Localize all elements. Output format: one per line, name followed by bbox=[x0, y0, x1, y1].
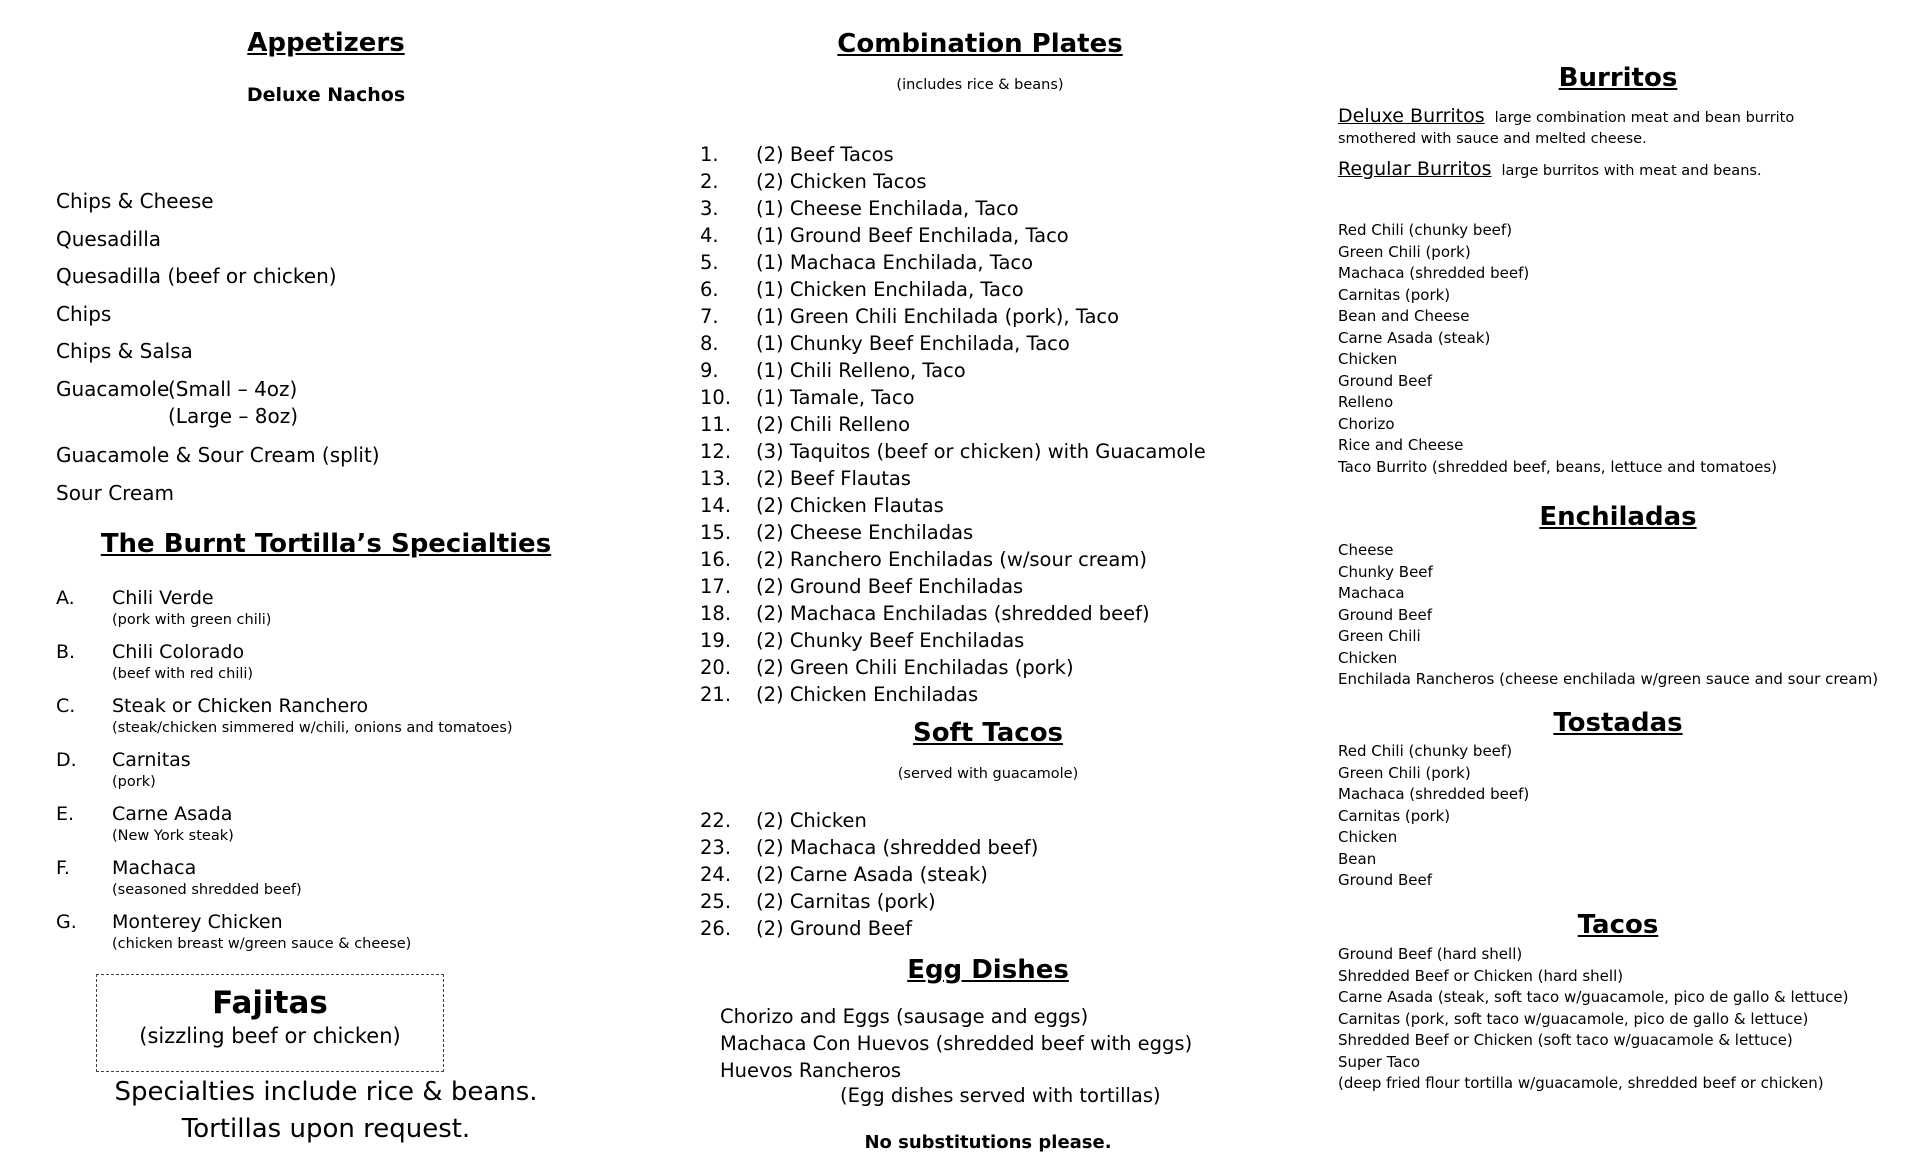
item-number: 11. bbox=[700, 413, 732, 436]
item-text: (1) Machaca Enchilada, Taco bbox=[756, 251, 1034, 274]
item-number: 6. bbox=[700, 278, 719, 301]
item-number: 8. bbox=[700, 332, 719, 355]
deluxe-burritos-name: Deluxe Burritos bbox=[1338, 105, 1485, 127]
item-number: 18. bbox=[700, 602, 732, 625]
enchiladas-heading: Enchiladas bbox=[1539, 502, 1697, 532]
appetizer-list bbox=[56, 183, 556, 371]
item-text: (2) Ground Beef bbox=[756, 917, 912, 940]
item-text: (2) Carne Asada (steak) bbox=[756, 863, 988, 886]
list-item: Chicken bbox=[1338, 828, 1398, 846]
list-item: Chunky Beef bbox=[1338, 562, 1433, 581]
item-desc: (New York steak) bbox=[112, 828, 234, 844]
item-text: (2) Carnitas (pork) bbox=[756, 890, 936, 913]
item-number: 23. bbox=[700, 836, 732, 859]
item-letter: E. bbox=[56, 803, 75, 825]
list-item bbox=[700, 195, 1260, 222]
list-item: Chips bbox=[56, 301, 112, 326]
list-item: Machaca Con Huevos (shredded beef with eggs) bbox=[720, 1032, 1193, 1055]
list-item: Cheese bbox=[1338, 541, 1394, 559]
combination-list bbox=[700, 141, 1260, 708]
item-number: 13. bbox=[700, 467, 732, 490]
item-text: (2) Chicken Flautas bbox=[756, 494, 944, 517]
item-text: (1) Chicken Enchilada, Taco bbox=[756, 278, 1024, 301]
egg-dishes-heading: Egg Dishes bbox=[907, 955, 1069, 985]
combination-heading: Combination Plates bbox=[837, 29, 1123, 59]
item-text: (2) Beef Flautas bbox=[756, 467, 911, 490]
item-name: Steak or Chicken Ranchero bbox=[112, 695, 369, 717]
list-item bbox=[700, 915, 1260, 942]
item-desc: (steak/chicken simmered w/chili, onions and tomatoes) bbox=[112, 720, 513, 736]
regular-burritos-name: Regular Burritos bbox=[1338, 158, 1492, 180]
list-item bbox=[700, 465, 1260, 492]
item-text: (2) Machaca Enchiladas (shredded beef) bbox=[756, 602, 1150, 625]
list-item bbox=[700, 249, 1260, 276]
item-text: (2) Beef Tacos bbox=[756, 143, 894, 166]
specialty-note-line2: Tortillas upon request. bbox=[181, 1114, 471, 1144]
list-item bbox=[56, 640, 596, 685]
list-item bbox=[56, 586, 596, 631]
list-item bbox=[700, 627, 1260, 654]
item-number: 2. bbox=[700, 170, 719, 193]
no-substitutions: No substitutions please. bbox=[864, 1132, 1112, 1153]
item-letter: B. bbox=[56, 641, 76, 663]
fajitas-box bbox=[96, 974, 444, 1072]
list-item: Quesadilla bbox=[56, 226, 162, 251]
list-item: Ground Beef bbox=[1338, 371, 1432, 390]
item-number: 17. bbox=[700, 575, 732, 598]
item-letter: G. bbox=[56, 911, 77, 933]
item-text: (2) Ranchero Enchiladas (w/sour cream) bbox=[756, 548, 1147, 571]
list-item: Chorizo and Eggs (sausage and eggs) bbox=[720, 1005, 1089, 1028]
list-item: Chips & Salsa bbox=[56, 339, 193, 363]
item-text: (3) Taquitos (beef or chicken) with Guacamole bbox=[756, 440, 1206, 463]
list-item: Huevos Rancheros bbox=[720, 1059, 902, 1082]
list-item: Ground Beef bbox=[1338, 871, 1432, 889]
egg-dishes-list bbox=[720, 1003, 1260, 1084]
list-item: Chicken bbox=[1338, 648, 1398, 667]
item-name: Chili Colorado bbox=[112, 641, 245, 663]
appetizers-heading: Appetizers bbox=[247, 28, 405, 58]
list-item: Shredded Beef or Chicken (hard shell) bbox=[1338, 966, 1624, 985]
item-desc: (seasoned shredded beef) bbox=[112, 882, 302, 898]
item-desc: (pork with green chili) bbox=[112, 612, 272, 628]
item-number: 10. bbox=[700, 386, 732, 409]
list-item bbox=[700, 807, 1260, 834]
item-number: 12. bbox=[700, 440, 732, 463]
item-text: (2) Chunky Beef Enchiladas bbox=[756, 629, 1025, 652]
item-number: 4. bbox=[700, 224, 719, 247]
item-number: 7. bbox=[700, 305, 719, 328]
regular-burritos-desc: large burritos with meat and beans. bbox=[1501, 163, 1762, 179]
list-item: Chips & Cheese bbox=[56, 189, 214, 213]
burritos-list bbox=[1338, 220, 1898, 478]
list-item: Green Chili bbox=[1338, 627, 1421, 645]
list-item bbox=[700, 834, 1260, 861]
item-text: (2) Chicken bbox=[756, 809, 867, 832]
item-text: (1) Tamale, Taco bbox=[756, 386, 915, 409]
list-item: Carnitas (pork) bbox=[1338, 806, 1451, 825]
list-item bbox=[700, 573, 1260, 600]
item-letter: F. bbox=[56, 857, 70, 879]
item-number: 19. bbox=[700, 629, 732, 652]
list-item bbox=[700, 303, 1260, 330]
list-item: Chorizo bbox=[1338, 414, 1395, 433]
combination-note: (includes rice & beans) bbox=[896, 77, 1064, 93]
list-item bbox=[700, 222, 1260, 249]
soft-tacos-note: (served with guacamole) bbox=[897, 766, 1079, 782]
list-item bbox=[56, 694, 596, 739]
list-item: Rice and Cheese bbox=[1338, 436, 1464, 454]
appetizer-list-2 bbox=[56, 437, 556, 512]
list-item: Green Chili (pork) bbox=[1338, 242, 1471, 261]
item-number: 9. bbox=[700, 359, 719, 382]
item-letter: A. bbox=[56, 587, 75, 609]
item-name: Carne Asada bbox=[112, 803, 233, 825]
fajitas-title: Fajitas bbox=[212, 985, 328, 1021]
item-number: 25. bbox=[700, 890, 732, 913]
deluxe-burritos-desc: large combination meat and bean burrito smothered with sauce and melted cheese. bbox=[1338, 110, 1795, 147]
list-item: Carne Asada (steak) bbox=[1338, 328, 1491, 347]
list-item bbox=[700, 438, 1260, 465]
list-item bbox=[700, 681, 1260, 708]
list-item: Red Chili (chunky beef) bbox=[1338, 742, 1513, 760]
item-name: Monterey Chicken bbox=[112, 911, 283, 933]
list-item: Guacamole & Sour Cream (split) bbox=[56, 443, 380, 467]
list-item: Red Chili (chunky beef) bbox=[1338, 221, 1513, 239]
guacamole-small: (Small – 4oz) bbox=[168, 377, 298, 401]
list-item bbox=[56, 748, 596, 793]
item-name: Machaca bbox=[112, 857, 197, 879]
item-number: 26. bbox=[700, 917, 732, 940]
list-item bbox=[700, 654, 1260, 681]
item-text: (2) Cheese Enchiladas bbox=[756, 521, 974, 544]
list-item: Ground Beef bbox=[1338, 605, 1432, 624]
list-item: Carnitas (pork, soft taco w/guacamole, pico de gallo & lettuce) bbox=[1338, 1009, 1809, 1028]
tostadas-list bbox=[1338, 741, 1898, 892]
list-item bbox=[700, 492, 1260, 519]
item-name: Carnitas bbox=[112, 749, 191, 771]
tacos-heading: Tacos bbox=[1577, 910, 1659, 940]
fajitas-subtitle: (sizzling beef or chicken) bbox=[139, 1024, 401, 1048]
guacamole-name: Guacamole bbox=[56, 377, 170, 401]
guacamole-item bbox=[56, 376, 298, 430]
item-text: (1) Cheese Enchilada, Taco bbox=[756, 197, 1019, 220]
burritos-heading: Burritos bbox=[1558, 63, 1678, 93]
list-item: Machaca (shredded beef) bbox=[1338, 785, 1530, 803]
item-text: (1) Chunky Beef Enchilada, Taco bbox=[756, 332, 1070, 355]
item-number: 15. bbox=[700, 521, 732, 544]
regular-burritos bbox=[1338, 159, 1873, 182]
list-item: Bean and Cheese bbox=[1338, 307, 1470, 325]
item-number: 16. bbox=[700, 548, 732, 571]
list-item bbox=[56, 910, 596, 955]
list-item: Machaca bbox=[1338, 584, 1405, 602]
item-number: 1. bbox=[700, 143, 719, 166]
list-item: Relleno bbox=[1338, 393, 1394, 411]
item-text: (1) Ground Beef Enchilada, Taco bbox=[756, 224, 1069, 247]
item-desc: (chicken breast w/green sauce & cheese) bbox=[112, 936, 412, 952]
item-text: (2) Green Chili Enchiladas (pork) bbox=[756, 656, 1074, 679]
egg-dishes-note: (Egg dishes served with tortillas) bbox=[840, 1084, 1161, 1107]
list-item bbox=[700, 519, 1260, 546]
list-item: Super Taco bbox=[1338, 1052, 1421, 1071]
item-number: 5. bbox=[700, 251, 719, 274]
list-item bbox=[700, 330, 1260, 357]
deluxe-nachos: Deluxe Nachos bbox=[246, 84, 406, 106]
list-item: Quesadilla (beef or chicken) bbox=[56, 264, 337, 288]
item-number: 22. bbox=[700, 809, 732, 832]
list-item bbox=[700, 546, 1260, 573]
list-item: Ground Beef (hard shell) bbox=[1338, 945, 1523, 963]
list-item bbox=[700, 861, 1260, 888]
list-item: Carne Asada (steak, soft taco w/guacamole, pico de gallo & lettuce) bbox=[1338, 988, 1849, 1006]
soft-tacos-list bbox=[700, 807, 1260, 942]
list-item: Taco Burrito (shredded beef, beans, lettuce and tomatoes) bbox=[1338, 457, 1778, 476]
list-item bbox=[56, 856, 596, 901]
item-name: Chili Verde bbox=[112, 587, 214, 609]
list-item: Bean bbox=[1338, 849, 1377, 868]
list-item bbox=[700, 168, 1260, 195]
list-item: Shredded Beef or Chicken (soft taco w/guacamole & lettuce) bbox=[1338, 1031, 1793, 1049]
list-item bbox=[56, 802, 596, 847]
specialties-heading: The Burnt Tortilla’s Specialties bbox=[100, 529, 552, 559]
list-item bbox=[700, 141, 1260, 168]
item-text: (2) Chicken Enchiladas bbox=[756, 683, 979, 706]
item-number: 24. bbox=[700, 863, 732, 886]
item-number: 3. bbox=[700, 197, 719, 220]
item-text: (1) Green Chili Enchilada (pork), Taco bbox=[756, 305, 1120, 328]
guacamole-large: (Large – 8oz) bbox=[168, 404, 299, 428]
item-letter: D. bbox=[56, 749, 77, 771]
item-number: 21. bbox=[700, 683, 732, 706]
list-item: Green Chili (pork) bbox=[1338, 763, 1471, 782]
item-number: 20. bbox=[700, 656, 732, 679]
item-text: (1) Chili Relleno, Taco bbox=[756, 359, 966, 382]
item-text: (2) Chili Relleno bbox=[756, 413, 911, 436]
list-item: Chicken bbox=[1338, 350, 1398, 368]
list-item bbox=[700, 357, 1260, 384]
specialties-list bbox=[56, 586, 596, 964]
enchiladas-list bbox=[1338, 540, 1898, 691]
item-desc: (pork) bbox=[112, 774, 156, 790]
list-item: Machaca (shredded beef) bbox=[1338, 264, 1530, 282]
list-item bbox=[700, 411, 1260, 438]
list-item bbox=[700, 888, 1260, 915]
item-number: 14. bbox=[700, 494, 732, 517]
item-letter: C. bbox=[56, 695, 76, 717]
list-item: Carnitas (pork) bbox=[1338, 285, 1451, 304]
deluxe-burritos bbox=[1338, 106, 1873, 150]
soft-tacos-heading: Soft Tacos bbox=[912, 718, 1064, 748]
tacos-list bbox=[1338, 944, 1898, 1095]
item-text: (2) Chicken Tacos bbox=[756, 170, 927, 193]
list-item bbox=[700, 384, 1260, 411]
item-desc: (beef with red chili) bbox=[112, 666, 254, 682]
specialty-note-line1: Specialties include rice & beans. bbox=[114, 1077, 538, 1107]
list-item bbox=[700, 276, 1260, 303]
tostadas-heading: Tostadas bbox=[1553, 708, 1683, 738]
list-item: Enchilada Rancheros (cheese enchilada w/green sauce and sour cream) bbox=[1338, 670, 1879, 688]
specialty-note bbox=[56, 1074, 596, 1148]
list-item: (deep fried flour tortilla w/guacamole, shredded beef or chicken) bbox=[1338, 1074, 1824, 1092]
list-item bbox=[700, 600, 1260, 627]
item-text: (2) Machaca (shredded beef) bbox=[756, 836, 1039, 859]
list-item: Sour Cream bbox=[56, 480, 174, 505]
item-text: (2) Ground Beef Enchiladas bbox=[756, 575, 1024, 598]
